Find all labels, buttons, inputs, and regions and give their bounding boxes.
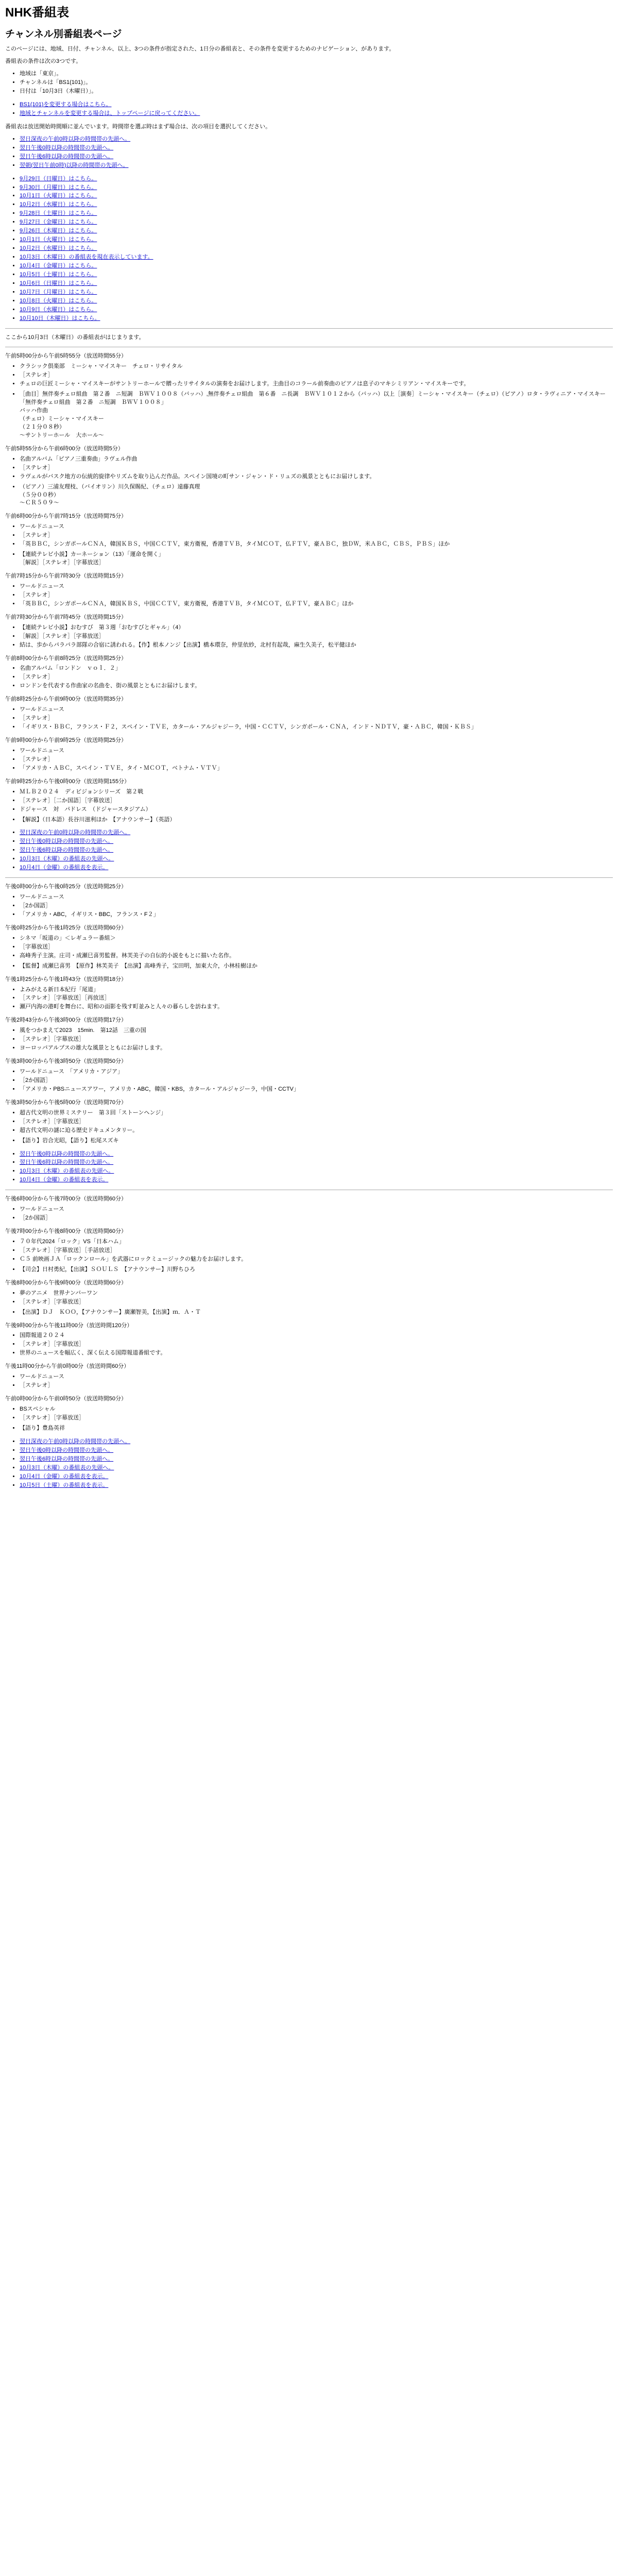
program-credits: • 【語り】豊島英祥: [20, 1425, 613, 1433]
program-time: 午前6時00分から午前7時15分（放送時間75分）: [5, 513, 127, 520]
program-time: 午前9時00分から午前9時25分（放送時間25分）: [5, 737, 127, 744]
program-entry: [5, 883, 613, 919]
program-credits: • 【語り】岩合光昭，【語り】松尾スズキ: [20, 1137, 613, 1145]
nav-item: [20, 1464, 613, 1472]
time-jump-item: [20, 153, 613, 161]
program-detail: • ワールドニュース: [20, 747, 613, 755]
nav-link[interactable]: 10月3日（木曜）の番組表の先頭へ。: [20, 1168, 114, 1175]
nav-link[interactable]: 10月4日（金曜）の番組表を表示。: [20, 1473, 109, 1480]
date-link[interactable]: 10月8日（火曜日）はこちら。: [20, 297, 97, 304]
time-jump-link[interactable]: 翌朝(翌日午前0時)以降の時間帯の先頭へ。: [20, 162, 129, 168]
program-detail: • ワールドニュース: [20, 893, 613, 902]
condition-item: • 日付は「10月3日（木曜日）」。: [20, 88, 613, 96]
program-detail: • ［ステレオ］［二か国語］［字幕放送］: [20, 797, 613, 805]
program-detail: • シネマ「坂道の」＜レギュラー番組＞: [20, 935, 613, 943]
program-details: [5, 893, 613, 919]
program-description: • ドジャース 対 パドレス （ドジャースタジアム）: [20, 806, 613, 814]
date-link[interactable]: 10月3日（木曜日）の番組表を現在表示しています。: [20, 254, 153, 261]
program-entry: [5, 352, 613, 439]
program-detail: • ［ステレオ］［字幕放送］: [20, 1414, 613, 1422]
mid-links-2: [5, 1150, 613, 1185]
nav-item: [20, 864, 613, 872]
program-details: [5, 1109, 613, 1145]
program-detail: • ［ステレオ］: [20, 532, 613, 540]
program-time: 午前0時00分から午前0時50分（放送時間50分）: [5, 1396, 127, 1402]
program-entry: [5, 1279, 613, 1317]
program-credits: • 【監督】成瀬巳喜男 【原作】林芙美子 【出演】高峰秀子，宝田明，加東大介，小林桂樹ほか: [20, 962, 613, 971]
date-link[interactable]: 10月1日（火曜日）はこちら。: [20, 236, 97, 243]
program-list-afternoon: [5, 883, 613, 1145]
program-entry: [5, 778, 613, 824]
program-description: • 超古代文明の謎に迫る歴史ドキュメンタリー。: [20, 1127, 613, 1135]
time-jump-item: [20, 144, 613, 152]
date-item: [20, 280, 613, 288]
nav-link[interactable]: 10月3日（木曜）の番組表の先頭へ。: [20, 856, 114, 862]
program-time: 午後3時00分から午後3時50分（放送時間50分）: [5, 1058, 127, 1065]
date-item: [20, 236, 613, 244]
program-time: 午後8時00分から午後9時00分（放送時間60分）: [5, 1279, 127, 1286]
nav-item: [20, 1482, 613, 1490]
time-links: [5, 135, 613, 170]
date-link[interactable]: 10月6日（日曜日）はこちら。: [20, 280, 97, 286]
program-entry: [5, 1363, 613, 1390]
program-detail: • ［ステレオ］［字幕放送］: [20, 1036, 613, 1044]
program-details: [5, 1068, 613, 1094]
program-entry: [5, 1322, 613, 1358]
date-link[interactable]: 9月26日（木曜日）はこちら。: [20, 228, 97, 234]
program-list: [5, 352, 613, 824]
change-links: [5, 101, 613, 118]
program-detail: • ［字幕放送］: [20, 943, 613, 952]
program-entry: [5, 696, 613, 732]
date-link[interactable]: 10月2日（水曜日）はこちら。: [20, 245, 97, 252]
time-jump-link[interactable]: 翌日午後0時以降の時間帯の先頭へ。: [20, 144, 114, 151]
program-detail: • 国際報道２０２４: [20, 1332, 613, 1340]
program-detail: • ［ステレオ］: [20, 1382, 613, 1390]
program-detail: • ［ステレオ］: [20, 464, 613, 472]
nav-item: [20, 1438, 613, 1446]
program-description: • 「英ＢＢＣ，シンガポールＣＮＡ，韓国ＫＢＳ，中国ＣＣＴＶ，東方衛視，香港ＴＶＢ，タイＭＣＯＴ，仏ＦＴＶ，豪ＡＢＣ，独ＤＷ，米ＡＢＣ，ＣＢＳ，ＰＢＳ」ほか: [20, 540, 613, 549]
program-detail: • ＭＬＢ２０２４ ディビジョンシリーズ 第２戦: [20, 788, 613, 796]
nav-link[interactable]: 翌日午後6時以降の時間帯の先頭へ。: [20, 1455, 114, 1462]
date-link[interactable]: 9月28日（土曜日）はこちら。: [20, 210, 97, 217]
date-item: [20, 271, 613, 279]
program-time: 午前9時25分から午後0時00分（放送時間155分）: [5, 778, 130, 785]
program-detail: • よみがえる新日本紀行「尾道」: [20, 986, 613, 994]
program-details: [5, 986, 613, 1012]
back-to-top-link[interactable]: 地域とチャンネルを変更する場合は、トップページに戻ってください。: [20, 110, 200, 116]
program-details: [5, 1405, 613, 1433]
program-description: • ヨーロッパアルプスの雄大な風景とともにお届けします。: [20, 1044, 613, 1053]
nav-link[interactable]: 翌日午後0時以降の時間帯の先頭へ。: [20, 838, 114, 845]
nav-item: [20, 846, 613, 855]
program-detail: • ［2か国語］: [20, 902, 613, 910]
program-time: 午前7時15分から午前7時30分（放送時間15分）: [5, 573, 127, 580]
program-detail: • ［ステレオ］: [20, 591, 613, 600]
program-entry: [5, 1099, 613, 1145]
page-title: チャンネル別番組表ページ: [5, 28, 122, 40]
program-entry: [5, 572, 613, 608]
program-time: 午前7時30分から午前7時45分（放送時間15分）: [5, 614, 127, 620]
program-description: • 「英ＢＢＣ，シンガポールＣＮＡ，韓国ＫＢＳ，中国ＣＣＴＶ，東方衛視，香港ＴＶＢ，タイＭＣＯＴ，仏ＦＴＶ，豪ＡＢＣ」ほか: [20, 600, 613, 608]
program-detail: • ［ステレオ］［字幕放送］: [20, 1341, 613, 1349]
program-description: • 「アメリカ・PBSニュースアワー，アメリカ・ABC，韓国・KBS，カタール・アルジャジーラ，中国・CCTV」: [20, 1086, 613, 1094]
divider: [5, 877, 613, 878]
date-item: [20, 192, 613, 200]
program-detail: • ワールドニュース: [20, 706, 613, 714]
program-details: [5, 747, 613, 773]
date-item: [20, 218, 613, 227]
nav-link[interactable]: 10月5日（土曜）の番組表を表示。: [20, 1482, 109, 1488]
program-credits: • （ピアノ）三浦友理枝、（バイオリン）川久保賜紀、（チェロ）遠藤真理 （５分００秒） ～ＣＲ５０９～: [20, 483, 613, 508]
program-details: [5, 1027, 613, 1053]
date-link[interactable]: 10月7日（月曜日）はこちら。: [20, 289, 97, 295]
date-link[interactable]: 9月30日（月曜日）はこちら。: [20, 184, 97, 191]
date-item: [20, 175, 613, 183]
program-time: 午後2時43分から午後3時00分（放送時間17分）: [5, 1017, 127, 1024]
program-detail: • ［ステレオ］［字幕放送］［再放送］: [20, 994, 613, 1003]
program-details: [5, 935, 613, 971]
list-start-text: ここから10月3日（木曜日）の番組表がはじまります。: [5, 334, 145, 341]
conditions-list: [5, 70, 613, 96]
program-entry: [5, 1016, 613, 1053]
program-time: 午前8時25分から午前9時00分（放送時間35分）: [5, 696, 127, 703]
program-time: 午後0時25分から午後1時25分（放送時間60分）: [5, 924, 127, 931]
nav-item: [20, 1150, 613, 1159]
program-details: [5, 1332, 613, 1358]
nav-item: [20, 829, 613, 837]
program-details: [5, 583, 613, 608]
program-description: • Ｃ５ 前映画ＪＡ「ロックンロール」を武器にロックミュージックの魅力をお届けします。: [20, 1256, 613, 1264]
time-jump-item: [20, 162, 613, 170]
date-item: [20, 253, 613, 262]
nav-item: [20, 1473, 613, 1481]
date-links: [5, 175, 613, 323]
program-detail: • ワールドニュース: [20, 583, 613, 591]
program-detail: • 風をつかまえて2023 15min. 第12話 三重の国: [20, 1027, 613, 1035]
nav-item: [20, 1447, 613, 1455]
change-channel-link[interactable]: BS1(101)を変更する場合はこちら。: [20, 101, 112, 108]
program-detail: • BSスペシャル: [20, 1405, 613, 1414]
date-item: [20, 184, 613, 192]
date-item: [20, 297, 613, 306]
date-link[interactable]: 10月2日（水曜日）はこちら。: [20, 201, 97, 208]
nav-item: [20, 855, 613, 863]
date-item: [20, 210, 613, 218]
program-description: • 「アメリカ・ABC，イギリス・BBC，フランス・F２」: [20, 911, 613, 919]
program-detail: • ［ステレオ］: [20, 673, 613, 682]
nav-link[interactable]: 10月4日（金曜）の番組表を表示。: [20, 1177, 109, 1183]
date-note: 番組表は放送開始時間順に並んでいます。時間帯を選ぶ時はまず場合は、次の項目を選択してください。: [5, 123, 271, 130]
program-detail: • ［ステレオ］［字幕放送］: [20, 1298, 613, 1307]
program-time: 午前8時00分から午前8時25分（放送時間25分）: [5, 655, 127, 662]
program-details: [5, 1238, 613, 1274]
date-link[interactable]: 10月10日（木曜日）はこちら。: [20, 315, 100, 321]
program-description: • 世界のニュースを幅広く、深く伝える国際報道番組です。: [20, 1349, 613, 1358]
program-details: [5, 624, 613, 650]
date-link[interactable]: 10月9日（水曜日）はこちら。: [20, 306, 97, 313]
program-entry: [5, 737, 613, 773]
program-detail: • ［ステレオ］［字幕放送］: [20, 1118, 613, 1126]
program-time: 午後7時00分から午後8時00分（放送時間60分）: [5, 1228, 127, 1235]
program-detail: • ［ステレオ］［字幕放送］［手話放送］: [20, 1247, 613, 1255]
nav-item: [20, 1176, 613, 1184]
intro-text: このページには、地域、日付、チャンネル、以上、3つの条件が指定された、1日分の番組表と、その条件を変更するためのナビゲーション、があります。: [5, 46, 395, 53]
program-credits: • 【出演】ＤＪ ＫＯＯ，【アナウンサー】廣瀬智美，【出演】ｍ．Ａ・Ｔ: [20, 1309, 613, 1317]
time-jump-link[interactable]: 翌日深夜の午前0時以降の時間帯の先頭へ。: [20, 135, 131, 142]
time-jump-item: [20, 135, 613, 144]
program-detail: • ［ステレオ］: [20, 715, 613, 723]
program-description: • ロンドンを代表する作曲家の名曲を、街の風景とともにお届けします。: [20, 682, 613, 690]
nav-link[interactable]: 翌日午後6時以降の時間帯の先頭へ。: [20, 847, 114, 854]
program-detail: • ［2か国語］: [20, 1077, 613, 1085]
program-detail: • 超古代文明の世界ミステリー 第３回「ストーンヘンジ」: [20, 1109, 613, 1117]
nav-link[interactable]: 翌日午後0時以降の時間帯の先頭へ。: [20, 1447, 114, 1453]
program-detail: • ワールドニュース: [20, 523, 613, 531]
date-item: [20, 315, 613, 323]
program-detail: • ７０年代2024「ロック」VS「日本ハム」: [20, 1238, 613, 1246]
program-detail: • ［ステレオ］: [20, 371, 613, 380]
date-link[interactable]: 9月29日（日曜日）はこちら。: [20, 175, 97, 182]
program-entry: [5, 1395, 613, 1433]
program-detail: • ワールドニュース 「アメリカ・アジア」: [20, 1068, 613, 1076]
program-time: 午後0時00分から午後0時25分（放送時間25分）: [5, 884, 127, 890]
program-time: 午前5時55分から午前6時00分（放送時間5分）: [5, 445, 124, 452]
program-detail: • 名曲アルバム「ピアノ三重奏曲」ラヴェル作曲: [20, 455, 613, 464]
nav-item: [20, 1167, 613, 1176]
program-details: [5, 1373, 613, 1390]
program-description: • ラヴェルがバスク地方の伝統的旋律やリズムを取り込んだ作品。スペイン国境の町サン・ジャン・ド・リュズの風景とともにお届けします。: [20, 473, 613, 481]
program-list-evening: [5, 1195, 613, 1433]
date-item: [20, 262, 613, 270]
program-time: 午後6時00分から午後7時00分（放送時間60分）: [5, 1196, 127, 1202]
program-entry: [5, 976, 613, 1012]
program-time: 午後3時50分から午後5時00分（放送時間70分）: [5, 1099, 127, 1106]
program-detail: • 【連続テレビ小説】おむすび 第３週「おむすびとギャル」（4）: [20, 624, 613, 632]
program-time: 午後11時00分から午前0時00分（放送時間60分）: [5, 1363, 130, 1370]
program-detail: • ワールドニュース: [20, 1206, 613, 1214]
program-time: 午後9時00分から午後11時00分（放送時間120分）: [5, 1322, 133, 1329]
nav-item: [20, 1455, 613, 1464]
program-detail: • ［解説］［ステレオ］［字幕放送］: [20, 633, 613, 641]
program-detail: • ワールドニュース: [20, 1373, 613, 1381]
date-link[interactable]: 10月4日（金曜日）はこちら。: [20, 262, 97, 269]
program-details: [5, 706, 613, 732]
program-details: [5, 665, 613, 690]
condition-item: • 地域は「東京」。: [20, 70, 613, 78]
program-credits: • ［曲目］無伴奏チェロ組曲 第２番 ニ短調 ＢＷＶ１００８（バッハ）,無伴奏チェロ組曲 第６番 ニ長調 ＢＷＶ１０１２から（バッハ）以上［演奏］ミーシャ・マイスキー（チェロ）（ピアノ）ロタ・ラヴィニア・マイスキー 「無伴奏チェロ組曲 第２番 ニ短調 ＢＷＶ１００８」 バッハ作曲 （チェロ）ミーシャ・マイスキー （２１分０８秒） ～サントリーホール 大ホール～: [20, 391, 613, 440]
program-entry: [5, 1195, 613, 1223]
nav-link[interactable]: 翌日深夜の午前0時以降の時間帯の先頭へ。: [20, 1438, 131, 1445]
nav-item: [20, 838, 613, 846]
divider: [5, 328, 613, 329]
nav-link[interactable]: 翌日午後0時以降の時間帯の先頭へ。: [20, 1150, 114, 1157]
site-title: NHK番組表: [5, 6, 69, 20]
date-link[interactable]: 10月1日（火曜日）はこちら。: [20, 193, 97, 199]
nav-item: [20, 1159, 613, 1167]
program-credits: • 【解説】（日本語）長谷川滋利ほか 【アナウンサー】（英語）: [20, 816, 613, 824]
date-item: [20, 201, 613, 209]
date-item: [20, 245, 613, 253]
program-description: • 高峰秀子主演。庄司・成瀬巳喜男監督。林芙美子の自伝的小説をもとに描いた名作。: [20, 952, 613, 960]
nav-link[interactable]: 10月4日（金曜）の番組表を表示。: [20, 865, 109, 871]
program-details: [5, 788, 613, 824]
program-entry: [5, 655, 613, 691]
program-details: [5, 1290, 613, 1317]
program-detail: • ［2か国語］: [20, 1214, 613, 1223]
program-credits: • 【連続テレビ小説】カーネーション（13）「運命を開く」 ［解説］［ステレオ］［字幕放送］: [20, 551, 613, 567]
program-time: 午後1時25分から午後1時43分（放送時間18分）: [5, 976, 127, 982]
date-item: [20, 289, 613, 297]
date-item: [20, 306, 613, 314]
program-description: • 「イギリス・ＢＢＣ，フランス・Ｆ２，スペイン・ＴＶＥ，カタール・アルジャジーラ，中国・ＣＣＴＶ，シンガポール・ＣＮＡ，インド・ＮＤＴＶ，豪・ＡＢＣ，韓国・ＫＢＳ」: [20, 723, 613, 732]
nav-link[interactable]: 10月3日（木曜）の番組表の先頭へ。: [20, 1464, 114, 1471]
bottom-links: [5, 1438, 613, 1490]
conditions-heading: 番組表の条件は次の3つです。: [5, 58, 82, 65]
mid-links: [5, 829, 613, 872]
program-entry: [5, 1228, 613, 1274]
program-detail: • 名曲アルバム「ロンドン ｖｏｌ．２」: [20, 665, 613, 673]
program-entry: [5, 445, 613, 508]
program-detail: • クラシック倶楽部 ミーシャ・マイスキー チェロ・リサイタル: [20, 363, 613, 371]
nav-link[interactable]: 翌日深夜の午前0時以降の時間帯の先頭へ。: [20, 829, 131, 836]
nav-link[interactable]: 翌日午後6時以降の時間帯の先頭へ。: [20, 1159, 114, 1166]
program-entry: [5, 614, 613, 650]
time-jump-link[interactable]: 翌日午後6時以降の時間帯の先頭へ。: [20, 153, 114, 160]
program-time: 午前5時00分から午前5時55分（放送時間55分）: [5, 353, 127, 360]
program-entry: [5, 1058, 613, 1094]
program-entry: [5, 513, 613, 567]
program-detail: • 夢のアニメ 世界ナンバーワン: [20, 1290, 613, 1298]
program-details: [5, 363, 613, 439]
program-description: • チェロの巨匠ミーシャ・マイスキーがサントリーホールで贈ったリサイタルの演奏をお届けします。主曲目のコラール前奏曲のピアノは息子のマキシミリアン・マイスキーです。: [20, 380, 613, 388]
condition-item: • チャンネルは「BS1(101)」。: [20, 79, 613, 87]
program-credits: • 【司会】日村勇紀，【出演】ＳＯＵＬＳ 【アナウンサー】川野ちひろ: [20, 1266, 613, 1274]
program-description: • 「アメリカ・ＡＢＣ，スペイン・ＴＶＥ，タイ・ＭＣＯＴ，ベトナム・ＶＴＶ」: [20, 765, 613, 773]
program-description: • 結は、歩からパラパラ部隊の合宿に誘われる。【作】根本ノンジ【出演】橋本環奈，仲里依紗，北村有起哉，麻生久美子，松平健ほか: [20, 641, 613, 650]
date-link[interactable]: 9月27日（金曜日）はこちら。: [20, 219, 97, 226]
program-details: [5, 455, 613, 508]
program-description: • 瀬戸内海の港町を舞台に、昭和の面影を残す町並みと人々の暮らしを訪ねます。: [20, 1003, 613, 1011]
date-link[interactable]: 10月5日（土曜日）はこちら。: [20, 271, 97, 278]
program-details: [5, 523, 613, 567]
date-item: [20, 227, 613, 235]
program-details: [5, 1206, 613, 1223]
program-entry: [5, 924, 613, 971]
program-detail: • ［ステレオ］: [20, 756, 613, 764]
